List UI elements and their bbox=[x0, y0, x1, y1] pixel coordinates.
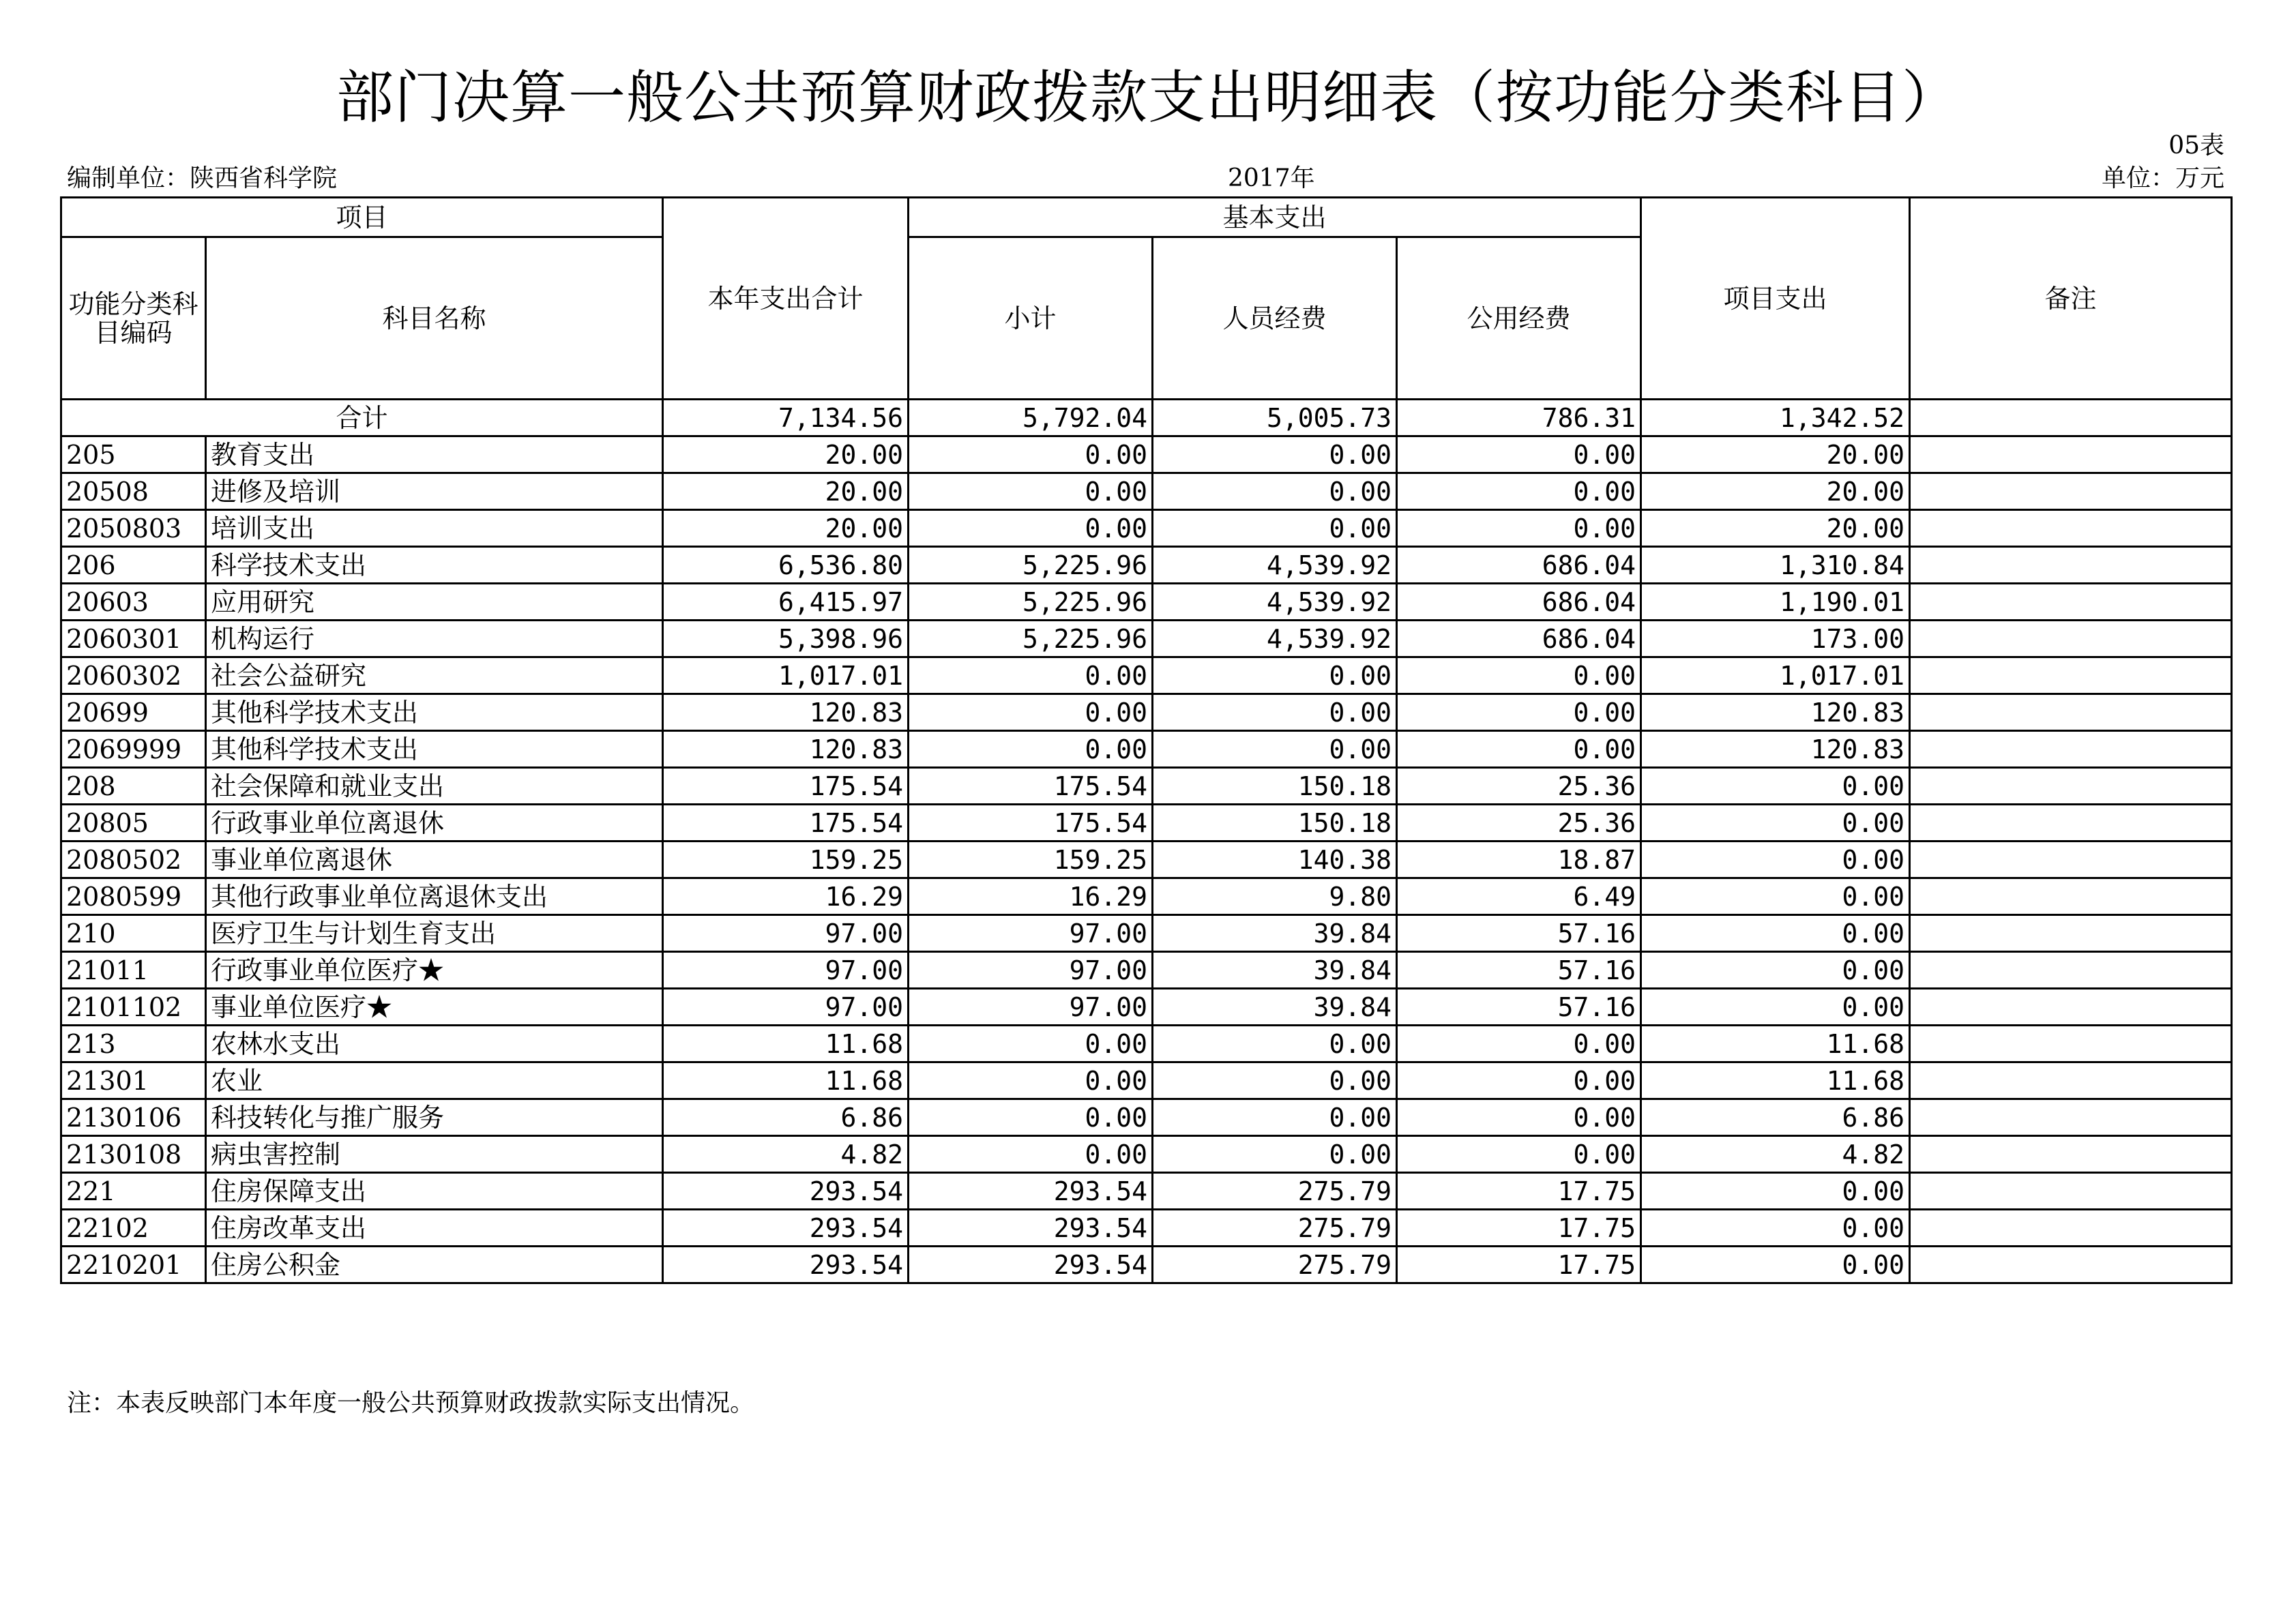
cell-remark bbox=[1910, 510, 2232, 547]
cell-code: 2101102 bbox=[61, 989, 206, 1026]
cell-code: 20699 bbox=[61, 694, 206, 731]
cell-personnel: 9.80 bbox=[1153, 878, 1397, 915]
cell-public: 0.00 bbox=[1397, 731, 1641, 768]
cell-personnel: 39.84 bbox=[1153, 989, 1397, 1026]
cell-remark bbox=[1910, 989, 2232, 1026]
organization-label: 编制单位：陕西省科学院 bbox=[67, 164, 338, 192]
cell-project: 20.00 bbox=[1641, 510, 1910, 547]
cell-project: 20.00 bbox=[1641, 473, 1910, 510]
table-row bbox=[61, 510, 2232, 547]
cell-project: 11.68 bbox=[1641, 1026, 1910, 1062]
cell-code: 21011 bbox=[61, 952, 206, 989]
cell-personnel: 4,539.92 bbox=[1153, 621, 1397, 657]
cell-public: 0.00 bbox=[1397, 657, 1641, 694]
cell-personnel: 0.00 bbox=[1153, 436, 1397, 473]
cell-personnel: 140.38 bbox=[1153, 842, 1397, 878]
cell-remark bbox=[1910, 805, 2232, 842]
cell-subtotal: 5,225.96 bbox=[909, 621, 1153, 657]
cell-name: 农林水支出 bbox=[206, 1026, 663, 1062]
cell-remark bbox=[1910, 1026, 2232, 1062]
header-basic: 基本支出 bbox=[909, 198, 1641, 237]
cell-total: 120.83 bbox=[663, 731, 909, 768]
cell-project: 0.00 bbox=[1641, 805, 1910, 842]
cell-subtotal: 0.00 bbox=[909, 1136, 1153, 1173]
header-item: 项目 bbox=[61, 198, 663, 237]
cell-code: 206 bbox=[61, 547, 206, 584]
cell-personnel: 0.00 bbox=[1153, 510, 1397, 547]
cell-public: 57.16 bbox=[1397, 952, 1641, 989]
total-public: 786.31 bbox=[1397, 400, 1641, 436]
table-row bbox=[61, 915, 2232, 952]
table-row bbox=[61, 694, 2232, 731]
cell-personnel: 4,539.92 bbox=[1153, 547, 1397, 584]
total-label: 合计 bbox=[61, 400, 663, 436]
table-row bbox=[61, 1062, 2232, 1099]
cell-project: 11.68 bbox=[1641, 1062, 1910, 1099]
cell-personnel: 275.79 bbox=[1153, 1247, 1397, 1283]
table-row bbox=[61, 952, 2232, 989]
table-row bbox=[61, 842, 2232, 878]
cell-personnel: 4,539.92 bbox=[1153, 584, 1397, 621]
cell-total: 175.54 bbox=[663, 805, 909, 842]
cell-public: 0.00 bbox=[1397, 510, 1641, 547]
cell-public: 0.00 bbox=[1397, 473, 1641, 510]
cell-personnel: 0.00 bbox=[1153, 1062, 1397, 1099]
cell-remark bbox=[1910, 584, 2232, 621]
cell-code: 21301 bbox=[61, 1062, 206, 1099]
cell-subtotal: 5,225.96 bbox=[909, 584, 1153, 621]
cell-public: 0.00 bbox=[1397, 1099, 1641, 1136]
cell-project: 4.82 bbox=[1641, 1136, 1910, 1173]
cell-public: 0.00 bbox=[1397, 436, 1641, 473]
cell-name: 住房保障支出 bbox=[206, 1173, 663, 1210]
cell-subtotal: 97.00 bbox=[909, 989, 1153, 1026]
cell-subtotal: 0.00 bbox=[909, 1026, 1153, 1062]
cell-code: 22102 bbox=[61, 1210, 206, 1247]
cell-total: 11.68 bbox=[663, 1026, 909, 1062]
total-project: 1,342.52 bbox=[1641, 400, 1910, 436]
cell-public: 686.04 bbox=[1397, 547, 1641, 584]
cell-personnel: 39.84 bbox=[1153, 915, 1397, 952]
cell-personnel: 0.00 bbox=[1153, 731, 1397, 768]
cell-name: 其他行政事业单位离退休支出 bbox=[206, 878, 663, 915]
cell-total: 159.25 bbox=[663, 842, 909, 878]
cell-project: 6.86 bbox=[1641, 1099, 1910, 1136]
total-personnel: 5,005.73 bbox=[1153, 400, 1397, 436]
cell-total: 6,415.97 bbox=[663, 584, 909, 621]
cell-project: 0.00 bbox=[1641, 915, 1910, 952]
total-remark bbox=[1910, 400, 2232, 436]
cell-subtotal: 0.00 bbox=[909, 657, 1153, 694]
cell-name: 培训支出 bbox=[206, 510, 663, 547]
cell-code: 2050803 bbox=[61, 510, 206, 547]
cell-code: 213 bbox=[61, 1026, 206, 1062]
cell-code: 205 bbox=[61, 436, 206, 473]
cell-total: 97.00 bbox=[663, 952, 909, 989]
cell-public: 0.00 bbox=[1397, 1136, 1641, 1173]
cell-name: 其他科学技术支出 bbox=[206, 694, 663, 731]
cell-personnel: 0.00 bbox=[1153, 1099, 1397, 1136]
cell-subtotal: 293.54 bbox=[909, 1173, 1153, 1210]
cell-total: 6.86 bbox=[663, 1099, 909, 1136]
cell-remark bbox=[1910, 1210, 2232, 1247]
cell-project: 0.00 bbox=[1641, 1247, 1910, 1283]
cell-public: 25.36 bbox=[1397, 805, 1641, 842]
cell-name: 应用研究 bbox=[206, 584, 663, 621]
cell-project: 1,310.84 bbox=[1641, 547, 1910, 584]
cell-remark bbox=[1910, 473, 2232, 510]
cell-personnel: 0.00 bbox=[1153, 657, 1397, 694]
unit-label: 单位：万元 bbox=[2101, 164, 2224, 192]
cell-code: 2069999 bbox=[61, 731, 206, 768]
cell-public: 18.87 bbox=[1397, 842, 1641, 878]
header-personnel: 人员经费 bbox=[1153, 237, 1397, 400]
cell-name: 行政事业单位医疗★ bbox=[206, 952, 663, 989]
cell-remark bbox=[1910, 1099, 2232, 1136]
cell-remark bbox=[1910, 731, 2232, 768]
cell-code: 2060302 bbox=[61, 657, 206, 694]
table-row bbox=[61, 1026, 2232, 1062]
cell-code: 20508 bbox=[61, 473, 206, 510]
header-public: 公用经费 bbox=[1397, 237, 1641, 400]
cell-subtotal: 97.00 bbox=[909, 952, 1153, 989]
cell-total: 4.82 bbox=[663, 1136, 909, 1173]
form-number: 05表 bbox=[2168, 132, 2224, 160]
cell-name: 科技转化与推广服务 bbox=[206, 1099, 663, 1136]
cell-public: 57.16 bbox=[1397, 989, 1641, 1026]
cell-subtotal: 175.54 bbox=[909, 768, 1153, 805]
cell-personnel: 275.79 bbox=[1153, 1173, 1397, 1210]
cell-remark bbox=[1910, 1136, 2232, 1173]
header-subtotal: 小计 bbox=[909, 237, 1153, 400]
cell-subtotal: 175.54 bbox=[909, 805, 1153, 842]
cell-code: 2080599 bbox=[61, 878, 206, 915]
cell-public: 0.00 bbox=[1397, 1026, 1641, 1062]
cell-remark bbox=[1910, 952, 2232, 989]
cell-public: 17.75 bbox=[1397, 1210, 1641, 1247]
cell-total: 20.00 bbox=[663, 473, 909, 510]
table-row bbox=[61, 436, 2232, 473]
cell-name: 科学技术支出 bbox=[206, 547, 663, 584]
total-row bbox=[61, 400, 2232, 436]
cell-personnel: 0.00 bbox=[1153, 1026, 1397, 1062]
table-row bbox=[61, 584, 2232, 621]
cell-subtotal: 293.54 bbox=[909, 1210, 1153, 1247]
cell-remark bbox=[1910, 1173, 2232, 1210]
table-row bbox=[61, 621, 2232, 657]
cell-personnel: 0.00 bbox=[1153, 1136, 1397, 1173]
cell-total: 6,536.80 bbox=[663, 547, 909, 584]
cell-public: 6.49 bbox=[1397, 878, 1641, 915]
cell-project: 1,017.01 bbox=[1641, 657, 1910, 694]
cell-subtotal: 97.00 bbox=[909, 915, 1153, 952]
footnote: 注：本表反映部门本年度一般公共预算财政拨款实际支出情况。 bbox=[67, 1389, 755, 1417]
cell-code: 2210201 bbox=[61, 1247, 206, 1283]
cell-total: 11.68 bbox=[663, 1062, 909, 1099]
cell-remark bbox=[1910, 768, 2232, 805]
cell-public: 57.16 bbox=[1397, 915, 1641, 952]
cell-public: 686.04 bbox=[1397, 584, 1641, 621]
cell-name: 教育支出 bbox=[206, 436, 663, 473]
table-row bbox=[61, 805, 2232, 842]
cell-name: 社会保障和就业支出 bbox=[206, 768, 663, 805]
cell-remark bbox=[1910, 547, 2232, 584]
cell-public: 686.04 bbox=[1397, 621, 1641, 657]
cell-code: 208 bbox=[61, 768, 206, 805]
table-row bbox=[61, 1136, 2232, 1173]
cell-project: 0.00 bbox=[1641, 989, 1910, 1026]
cell-subtotal: 16.29 bbox=[909, 878, 1153, 915]
cell-public: 17.75 bbox=[1397, 1247, 1641, 1283]
cell-subtotal: 0.00 bbox=[909, 436, 1153, 473]
cell-name: 事业单位医疗★ bbox=[206, 989, 663, 1026]
table-row bbox=[61, 473, 2232, 510]
cell-public: 0.00 bbox=[1397, 694, 1641, 731]
header-code: 功能分类科目编码 bbox=[61, 237, 206, 400]
cell-name: 农业 bbox=[206, 1062, 663, 1099]
table-row bbox=[61, 1173, 2232, 1210]
cell-remark bbox=[1910, 621, 2232, 657]
header-name: 科目名称 bbox=[206, 237, 663, 400]
cell-total: 97.00 bbox=[663, 915, 909, 952]
cell-total: 97.00 bbox=[663, 989, 909, 1026]
cell-project: 1,190.01 bbox=[1641, 584, 1910, 621]
cell-subtotal: 0.00 bbox=[909, 731, 1153, 768]
cell-code: 2080502 bbox=[61, 842, 206, 878]
header-total: 本年支出合计 bbox=[663, 198, 909, 400]
cell-total: 120.83 bbox=[663, 694, 909, 731]
table-row bbox=[61, 1210, 2232, 1247]
cell-subtotal: 5,225.96 bbox=[909, 547, 1153, 584]
cell-public: 25.36 bbox=[1397, 768, 1641, 805]
cell-name: 医疗卫生与计划生育支出 bbox=[206, 915, 663, 952]
cell-subtotal: 293.54 bbox=[909, 1247, 1153, 1283]
cell-subtotal: 0.00 bbox=[909, 694, 1153, 731]
cell-remark bbox=[1910, 915, 2232, 952]
cell-name: 住房公积金 bbox=[206, 1247, 663, 1283]
cell-project: 0.00 bbox=[1641, 878, 1910, 915]
cell-personnel: 150.18 bbox=[1153, 805, 1397, 842]
cell-total: 293.54 bbox=[663, 1247, 909, 1283]
cell-name: 行政事业单位离退休 bbox=[206, 805, 663, 842]
cell-code: 221 bbox=[61, 1173, 206, 1210]
cell-name: 机构运行 bbox=[206, 621, 663, 657]
cell-personnel: 0.00 bbox=[1153, 694, 1397, 731]
cell-total: 175.54 bbox=[663, 768, 909, 805]
header-remark: 备注 bbox=[1910, 198, 2232, 400]
total-subtotal: 5,792.04 bbox=[909, 400, 1153, 436]
table-row bbox=[61, 1099, 2232, 1136]
cell-subtotal: 0.00 bbox=[909, 1099, 1153, 1136]
cell-project: 120.83 bbox=[1641, 731, 1910, 768]
cell-project: 0.00 bbox=[1641, 1173, 1910, 1210]
cell-total: 20.00 bbox=[663, 510, 909, 547]
table-row bbox=[61, 768, 2232, 805]
cell-project: 120.83 bbox=[1641, 694, 1910, 731]
page-title: 部门决算一般公共预算财政拨款支出明细表（按功能分类科目） bbox=[336, 64, 1960, 131]
cell-project: 20.00 bbox=[1641, 436, 1910, 473]
table-row bbox=[61, 989, 2232, 1026]
expenditure-table bbox=[60, 196, 2233, 1284]
cell-name: 事业单位离退休 bbox=[206, 842, 663, 878]
table-row bbox=[61, 731, 2232, 768]
cell-remark bbox=[1910, 436, 2232, 473]
cell-subtotal: 159.25 bbox=[909, 842, 1153, 878]
cell-project: 0.00 bbox=[1641, 842, 1910, 878]
cell-personnel: 0.00 bbox=[1153, 473, 1397, 510]
cell-remark bbox=[1910, 1247, 2232, 1283]
table-row bbox=[61, 547, 2232, 584]
cell-total: 1,017.01 bbox=[663, 657, 909, 694]
cell-total: 293.54 bbox=[663, 1210, 909, 1247]
table-row bbox=[61, 657, 2232, 694]
year-label: 2017年 bbox=[1228, 164, 1315, 192]
cell-name: 社会公益研究 bbox=[206, 657, 663, 694]
cell-name: 其他科学技术支出 bbox=[206, 731, 663, 768]
cell-remark bbox=[1910, 842, 2232, 878]
cell-project: 0.00 bbox=[1641, 1210, 1910, 1247]
cell-total: 16.29 bbox=[663, 878, 909, 915]
table-row bbox=[61, 878, 2232, 915]
table-row bbox=[61, 1247, 2232, 1283]
cell-code: 20603 bbox=[61, 584, 206, 621]
cell-remark bbox=[1910, 657, 2232, 694]
cell-code: 2130106 bbox=[61, 1099, 206, 1136]
header-project: 项目支出 bbox=[1641, 198, 1910, 400]
cell-total: 293.54 bbox=[663, 1173, 909, 1210]
cell-code: 210 bbox=[61, 915, 206, 952]
cell-public: 17.75 bbox=[1397, 1173, 1641, 1210]
cell-personnel: 39.84 bbox=[1153, 952, 1397, 989]
cell-remark bbox=[1910, 1062, 2232, 1099]
cell-code: 2060301 bbox=[61, 621, 206, 657]
cell-name: 病虫害控制 bbox=[206, 1136, 663, 1173]
cell-project: 0.00 bbox=[1641, 952, 1910, 989]
cell-code: 20805 bbox=[61, 805, 206, 842]
cell-project: 173.00 bbox=[1641, 621, 1910, 657]
cell-remark bbox=[1910, 878, 2232, 915]
cell-total: 20.00 bbox=[663, 436, 909, 473]
cell-personnel: 150.18 bbox=[1153, 768, 1397, 805]
cell-project: 0.00 bbox=[1641, 768, 1910, 805]
cell-code: 2130108 bbox=[61, 1136, 206, 1173]
cell-name: 住房改革支出 bbox=[206, 1210, 663, 1247]
total-total: 7,134.56 bbox=[663, 400, 909, 436]
cell-personnel: 275.79 bbox=[1153, 1210, 1397, 1247]
cell-public: 0.00 bbox=[1397, 1062, 1641, 1099]
cell-subtotal: 0.00 bbox=[909, 1062, 1153, 1099]
cell-remark bbox=[1910, 694, 2232, 731]
cell-total: 5,398.96 bbox=[663, 621, 909, 657]
cell-name: 进修及培训 bbox=[206, 473, 663, 510]
cell-subtotal: 0.00 bbox=[909, 473, 1153, 510]
cell-subtotal: 0.00 bbox=[909, 510, 1153, 547]
